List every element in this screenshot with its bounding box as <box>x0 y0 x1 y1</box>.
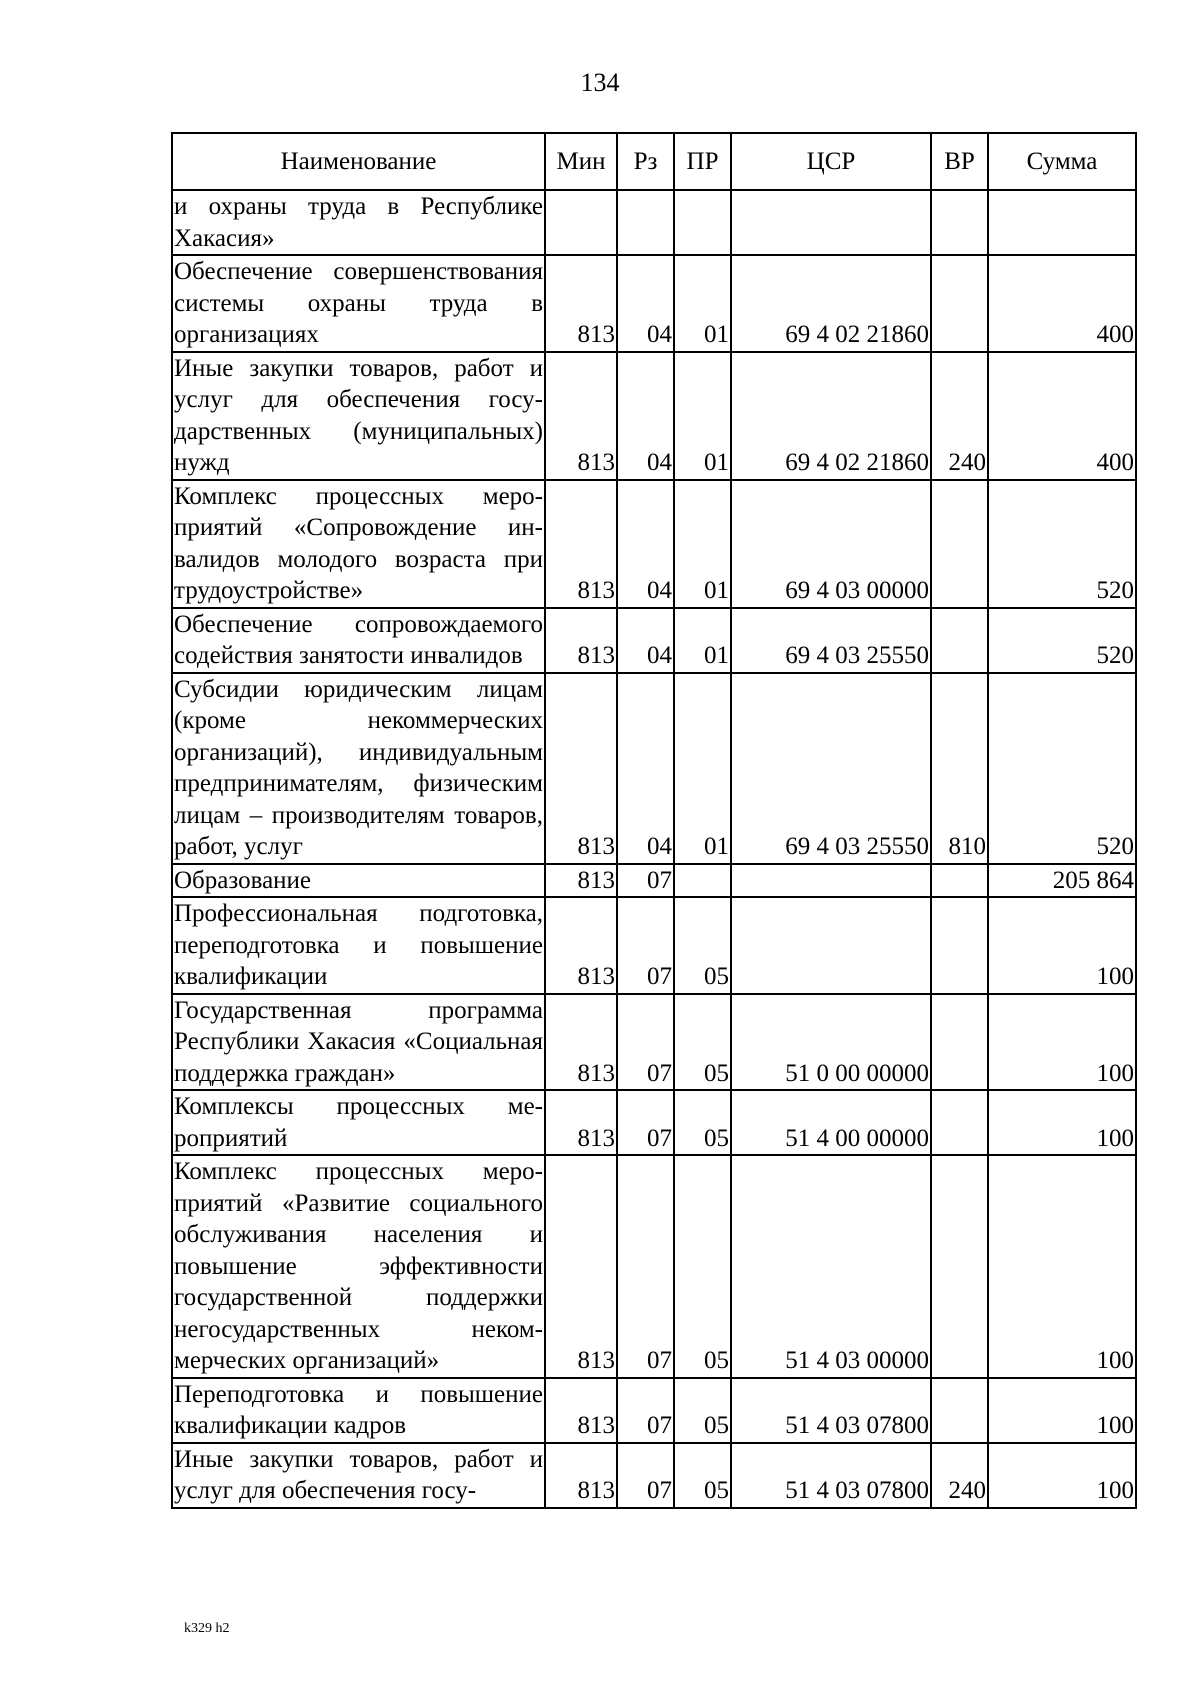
cell-csr <box>731 190 931 255</box>
table-row <box>172 864 1136 898</box>
cell-name: Государственная программа Республики Хакасия «Социальная поддержка граждан» <box>172 994 545 1091</box>
cell-pr: 05 <box>674 1155 731 1378</box>
cell-pr <box>674 190 731 255</box>
table-row <box>172 897 1136 994</box>
cell-csr <box>731 897 931 994</box>
cell-csr: 51 4 03 07800 <box>731 1443 931 1508</box>
cell-pr <box>674 864 731 898</box>
cell-name: Обеспечение сопровождаемого содействия занятости инвалидов <box>172 608 545 673</box>
cell-min <box>545 190 617 255</box>
cell-pr: 05 <box>674 1443 731 1508</box>
cell-vr <box>931 255 988 352</box>
header-min: Мин <box>545 133 617 190</box>
header-csr: ЦСР <box>731 133 931 190</box>
cell-sum: 100 <box>988 1378 1136 1443</box>
cell-rz <box>617 190 674 255</box>
table-row <box>172 673 1136 864</box>
cell-rz: 07 <box>617 1443 674 1508</box>
cell-sum: 400 <box>988 255 1136 352</box>
cell-vr: 240 <box>931 352 988 480</box>
cell-name: Комплексы процессных мероприятий <box>172 1090 545 1155</box>
cell-csr: 69 4 03 25550 <box>731 673 931 864</box>
header-row <box>172 133 1136 190</box>
cell-vr <box>931 480 988 608</box>
cell-csr: 69 4 02 21860 <box>731 352 931 480</box>
table-row <box>172 352 1136 480</box>
cell-rz: 07 <box>617 1090 674 1155</box>
table-row <box>172 1443 1136 1508</box>
header-vr: ВР <box>931 133 988 190</box>
cell-vr <box>931 864 988 898</box>
table-row <box>172 608 1136 673</box>
budget-table <box>171 132 1137 1509</box>
cell-name: и охраны труда в Республике Хакасия» <box>172 190 545 255</box>
cell-vr <box>931 1378 988 1443</box>
cell-min: 813 <box>545 897 617 994</box>
cell-min: 813 <box>545 255 617 352</box>
footer-document-code: k329 h2 <box>184 1621 230 1636</box>
cell-vr: 240 <box>931 1443 988 1508</box>
cell-csr <box>731 864 931 898</box>
cell-sum: 100 <box>988 1090 1136 1155</box>
cell-pr: 01 <box>674 608 731 673</box>
cell-min: 813 <box>545 1155 617 1378</box>
table-row <box>172 994 1136 1091</box>
header-name: Наименование <box>172 133 545 190</box>
cell-name: Иные закупки товаров, работ и услуг для обеспечения госу- <box>172 1443 545 1508</box>
cell-vr <box>931 1090 988 1155</box>
cell-csr: 51 4 00 00000 <box>731 1090 931 1155</box>
cell-min: 813 <box>545 1090 617 1155</box>
table-body <box>172 190 1136 1508</box>
table-row <box>172 255 1136 352</box>
cell-pr: 05 <box>674 1378 731 1443</box>
cell-csr: 51 0 00 00000 <box>731 994 931 1091</box>
table-row <box>172 1090 1136 1155</box>
cell-sum: 400 <box>988 352 1136 480</box>
cell-sum: 520 <box>988 673 1136 864</box>
cell-vr <box>931 994 988 1091</box>
cell-sum: 205 864 <box>988 864 1136 898</box>
cell-vr <box>931 190 988 255</box>
cell-sum: 100 <box>988 1443 1136 1508</box>
cell-min: 813 <box>545 673 617 864</box>
cell-rz: 07 <box>617 1155 674 1378</box>
cell-name: Иные закупки товаров, работ и услуг для обеспечения государственных (муниципальных) нужд <box>172 352 545 480</box>
table-row <box>172 480 1136 608</box>
cell-pr: 05 <box>674 897 731 994</box>
cell-name: Переподготовка и повышение квалификации кадров <box>172 1378 545 1443</box>
cell-pr: 05 <box>674 1090 731 1155</box>
cell-csr: 51 4 03 00000 <box>731 1155 931 1378</box>
cell-min: 813 <box>545 864 617 898</box>
cell-name: Комплекс процессных мероприятий «Сопровождение инвалидов молодого возраста при трудоустройстве» <box>172 480 545 608</box>
table-row <box>172 1155 1136 1378</box>
cell-rz: 07 <box>617 994 674 1091</box>
header-rz: Рз <box>617 133 674 190</box>
cell-min: 813 <box>545 608 617 673</box>
cell-min: 813 <box>545 352 617 480</box>
cell-sum: 100 <box>988 994 1136 1091</box>
cell-name: Субсидии юридическим лицам (кроме некоммерческих организаций), индивидуальным предпринимателям, физическим лицам – производителям товаров, работ, услуг <box>172 673 545 864</box>
cell-pr: 01 <box>674 352 731 480</box>
cell-pr: 01 <box>674 480 731 608</box>
cell-rz: 04 <box>617 480 674 608</box>
cell-name: Профессиональная подготовка, переподготовка и повышение квалификации <box>172 897 545 994</box>
cell-csr: 69 4 02 21860 <box>731 255 931 352</box>
cell-sum <box>988 190 1136 255</box>
header-pr: ПР <box>674 133 731 190</box>
cell-vr: 810 <box>931 673 988 864</box>
cell-csr: 69 4 03 25550 <box>731 608 931 673</box>
cell-pr: 01 <box>674 255 731 352</box>
cell-name: Обеспечение совершенствования системы охраны труда в организациях <box>172 255 545 352</box>
cell-rz: 04 <box>617 255 674 352</box>
cell-name: Комплекс процессных мероприятий «Развитие социального обслуживания населения и повышение эффективности государственной поддержки негосударственных некоммерческих организаций» <box>172 1155 545 1378</box>
cell-vr <box>931 608 988 673</box>
cell-csr: 69 4 03 00000 <box>731 480 931 608</box>
cell-pr: 01 <box>674 673 731 864</box>
cell-min: 813 <box>545 1378 617 1443</box>
cell-min: 813 <box>545 480 617 608</box>
cell-sum: 100 <box>988 1155 1136 1378</box>
table-header <box>172 133 1136 190</box>
cell-pr: 05 <box>674 994 731 1091</box>
cell-vr <box>931 897 988 994</box>
cell-rz: 07 <box>617 897 674 994</box>
cell-name: Образование <box>172 864 545 898</box>
cell-sum: 100 <box>988 897 1136 994</box>
cell-vr <box>931 1155 988 1378</box>
cell-sum: 520 <box>988 608 1136 673</box>
table-row <box>172 190 1136 255</box>
page-number: 134 <box>580 68 620 97</box>
cell-rz: 04 <box>617 608 674 673</box>
cell-rz: 04 <box>617 352 674 480</box>
table-row <box>172 1378 1136 1443</box>
cell-min: 813 <box>545 994 617 1091</box>
cell-csr: 51 4 03 07800 <box>731 1378 931 1443</box>
cell-rz: 04 <box>617 673 674 864</box>
header-sum: Сумма <box>988 133 1136 190</box>
cell-rz: 07 <box>617 1378 674 1443</box>
cell-rz: 07 <box>617 864 674 898</box>
cell-min: 813 <box>545 1443 617 1508</box>
cell-sum: 520 <box>988 480 1136 608</box>
